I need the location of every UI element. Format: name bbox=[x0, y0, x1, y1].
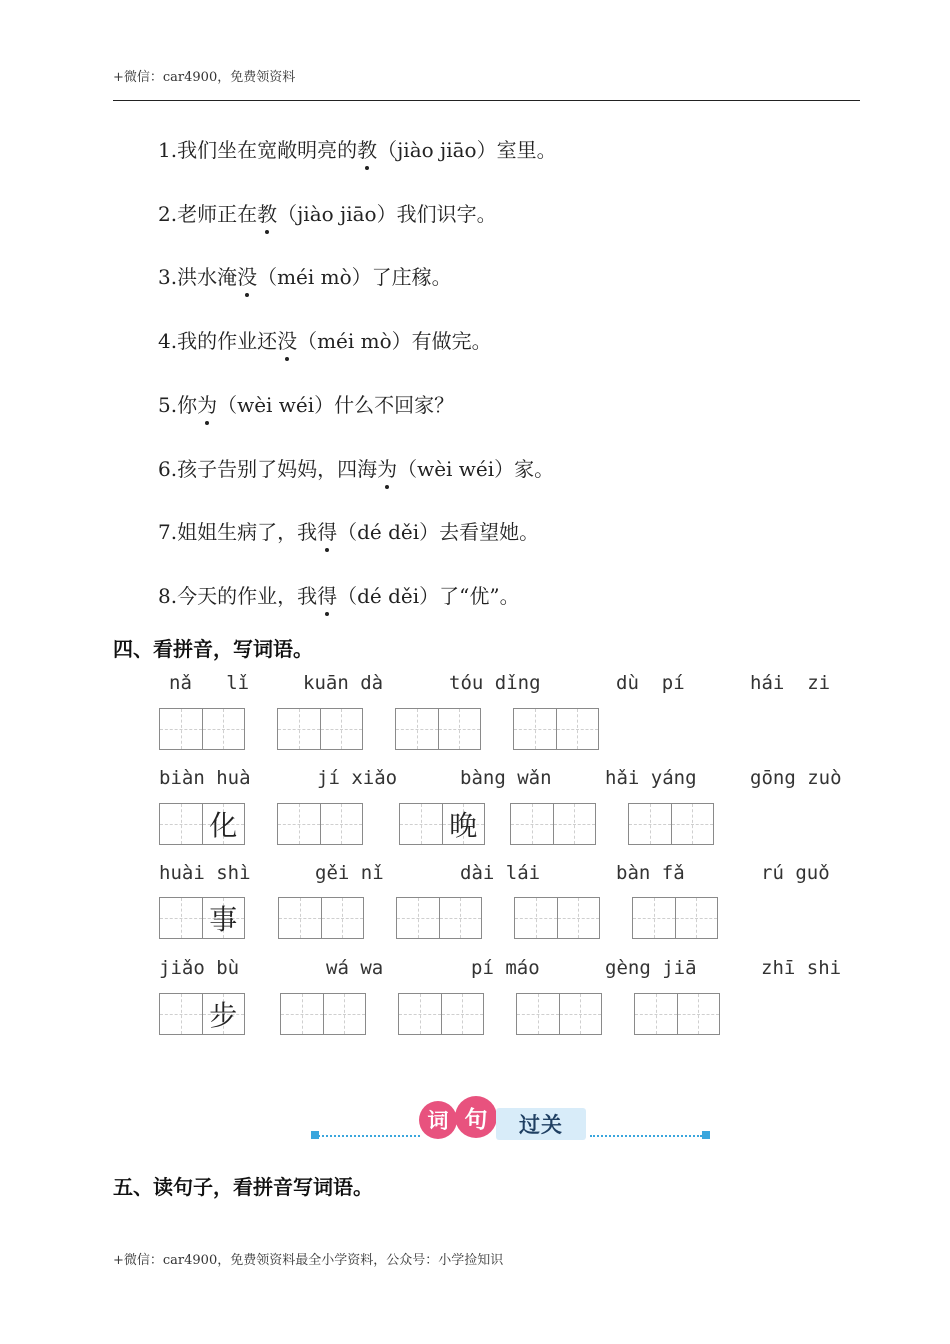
tianzige-cell[interactable] bbox=[635, 994, 677, 1034]
tianzige-box[interactable] bbox=[277, 708, 363, 750]
sentence-text-before: 孩子告别了妈妈，四海 bbox=[177, 457, 378, 481]
tianzige-cell[interactable] bbox=[160, 709, 202, 749]
sentence-text-before: 你 bbox=[177, 393, 198, 417]
pinyin-prompt: kuān dà bbox=[303, 672, 384, 694]
dotted-polyphone-char: 没 bbox=[277, 325, 297, 354]
tianzige-box[interactable] bbox=[628, 803, 714, 845]
pinyin-prompt: dài lái bbox=[460, 862, 541, 884]
tianzige-cell[interactable] bbox=[439, 898, 482, 938]
header-note: +微信：car4900，免费领资料 bbox=[113, 70, 296, 85]
tianzige-box[interactable] bbox=[510, 803, 596, 845]
pinyin-prompt: gèng jiā bbox=[605, 957, 697, 979]
tianzige-box[interactable] bbox=[159, 897, 245, 939]
sentence-pinyin-options: （wèi wéi）家。 bbox=[397, 457, 555, 481]
tianzige-cell[interactable] bbox=[400, 804, 442, 844]
tianzige-box[interactable] bbox=[278, 897, 364, 939]
sentence-text-before: 今天的作业，我 bbox=[177, 584, 318, 608]
tianzige-cell[interactable] bbox=[323, 994, 366, 1034]
tianzige-cell[interactable] bbox=[396, 709, 438, 749]
sentence-pinyin-options: （dé děi）了“优”。 bbox=[337, 584, 520, 608]
sentence-number: 1. bbox=[158, 138, 178, 162]
banner-right-end-mark bbox=[702, 1131, 710, 1139]
tianzige-cell[interactable] bbox=[633, 898, 675, 938]
section-5-title: 五、读句子，看拼音写词语。 bbox=[113, 1175, 373, 1199]
tianzige-cell[interactable] bbox=[511, 804, 553, 844]
banner-circle-ju: 句 bbox=[455, 1096, 497, 1138]
sentence-text-before: 洪水淹 bbox=[177, 265, 238, 289]
tianzige-cell[interactable] bbox=[202, 804, 245, 844]
banner-label: 过关 bbox=[496, 1108, 586, 1140]
footer-note: +微信：car4900，免费领资料最全小学资料，公众号：小学捡知识 bbox=[113, 1253, 504, 1268]
pinyin-prompt: jí xiǎo bbox=[317, 767, 398, 789]
pinyin-prompt: rú guǒ bbox=[761, 862, 830, 884]
tianzige-cell[interactable] bbox=[675, 898, 718, 938]
tianzige-cell[interactable] bbox=[278, 709, 320, 749]
tianzige-cell[interactable] bbox=[202, 709, 245, 749]
tianzige-box[interactable] bbox=[399, 803, 485, 845]
tianzige-box[interactable] bbox=[516, 993, 602, 1035]
tianzige-cell[interactable] bbox=[160, 994, 202, 1034]
sentence-text-before: 姐姐生病了，我 bbox=[177, 520, 318, 544]
pinyin-prompt: dù pí bbox=[616, 672, 685, 694]
sentence-item bbox=[158, 134, 557, 163]
sentence-item bbox=[158, 453, 554, 482]
tianzige-box[interactable] bbox=[395, 708, 481, 750]
sentence-number: 6. bbox=[158, 457, 178, 481]
banner-circle-ci: 词 bbox=[419, 1101, 457, 1139]
tianzige-box[interactable] bbox=[634, 993, 720, 1035]
tianzige-cell[interactable] bbox=[514, 709, 556, 749]
sentence-pinyin-options: （méi mò）有做完。 bbox=[297, 329, 492, 353]
tianzige-cell[interactable] bbox=[160, 898, 202, 938]
tianzige-cell[interactable] bbox=[160, 804, 202, 844]
tianzige-cell[interactable] bbox=[202, 898, 245, 938]
tianzige-cell[interactable] bbox=[320, 709, 363, 749]
dotted-polyphone-char: 为 bbox=[377, 453, 397, 482]
tianzige-cell[interactable] bbox=[559, 994, 602, 1034]
sentence-item bbox=[158, 580, 520, 609]
tianzige-box[interactable] bbox=[159, 803, 245, 845]
tianzige-box[interactable] bbox=[513, 708, 599, 750]
tianzige-cell[interactable] bbox=[397, 898, 439, 938]
dotted-polyphone-char: 得 bbox=[317, 516, 337, 545]
pinyin-prompt: nǎ lǐ bbox=[169, 672, 250, 694]
pinyin-prompt: jiǎo bù bbox=[159, 957, 240, 979]
dotted-polyphone-char: 教 bbox=[257, 198, 277, 227]
tianzige-cell[interactable] bbox=[438, 709, 481, 749]
sentence-pinyin-options: （wèi wéi）什么不回家？ bbox=[217, 393, 455, 417]
tianzige-cell[interactable] bbox=[279, 898, 321, 938]
pinyin-prompt: tóu dǐng bbox=[449, 672, 541, 694]
pinyin-prompt: zhī shi bbox=[761, 957, 842, 979]
tianzige-cell[interactable] bbox=[515, 898, 557, 938]
given-character: 事 bbox=[209, 903, 238, 936]
tianzige-cell[interactable] bbox=[556, 709, 599, 749]
sentence-item bbox=[158, 516, 539, 545]
sentence-text-before: 我的作业还 bbox=[177, 329, 278, 353]
tianzige-cell[interactable] bbox=[202, 994, 245, 1034]
tianzige-cell[interactable] bbox=[553, 804, 596, 844]
given-character: 步 bbox=[209, 999, 238, 1032]
given-character: 化 bbox=[209, 809, 238, 842]
tianzige-cell[interactable] bbox=[517, 994, 559, 1034]
section-4-title: 四、看拼音，写词语。 bbox=[113, 637, 313, 661]
header-divider bbox=[113, 100, 860, 101]
pinyin-prompt: pí máo bbox=[471, 957, 540, 979]
tianzige-cell[interactable] bbox=[441, 994, 484, 1034]
pinyin-prompt: wá wa bbox=[326, 957, 384, 979]
tianzige-cell[interactable] bbox=[677, 994, 720, 1034]
given-character: 晚 bbox=[449, 809, 478, 842]
banner-right-dotted-line bbox=[590, 1135, 702, 1137]
sentence-pinyin-options: （dé děi）去看望她。 bbox=[337, 520, 540, 544]
sentence-pinyin-options: （méi mò）了庄稼。 bbox=[257, 265, 452, 289]
sentence-number: 5. bbox=[158, 393, 178, 417]
sentence-number: 7. bbox=[158, 520, 178, 544]
tianzige-cell[interactable] bbox=[320, 804, 363, 844]
dotted-polyphone-char: 教 bbox=[357, 134, 377, 163]
tianzige-cell[interactable] bbox=[671, 804, 714, 844]
tianzige-cell[interactable] bbox=[442, 804, 485, 844]
tianzige-box[interactable] bbox=[514, 897, 600, 939]
sentence-number: 2. bbox=[158, 202, 178, 226]
tianzige-cell[interactable] bbox=[281, 994, 323, 1034]
pinyin-prompt: gěi nǐ bbox=[315, 862, 384, 884]
sentence-pinyin-options: （jiào jiāo）我们识字。 bbox=[277, 202, 497, 226]
sentence-item bbox=[158, 261, 452, 290]
tianzige-cell[interactable] bbox=[399, 994, 441, 1034]
tianzige-cell[interactable] bbox=[278, 804, 320, 844]
sentence-item bbox=[158, 389, 454, 418]
tianzige-cell[interactable] bbox=[321, 898, 364, 938]
pinyin-prompt: hǎi yáng bbox=[605, 767, 697, 789]
pinyin-prompt: bàng wǎn bbox=[460, 767, 552, 789]
sentence-text-before: 老师正在 bbox=[177, 202, 258, 226]
pinyin-prompt: hái zi bbox=[750, 672, 831, 694]
tianzige-cell[interactable] bbox=[557, 898, 600, 938]
pinyin-prompt: gōng zuò bbox=[750, 767, 842, 789]
pinyin-prompt: biàn huà bbox=[159, 767, 251, 789]
sentence-pinyin-options: （jiào jiāo）室里。 bbox=[377, 138, 557, 162]
tianzige-cell[interactable] bbox=[629, 804, 671, 844]
tianzige-box[interactable] bbox=[159, 708, 245, 750]
tianzige-box[interactable] bbox=[632, 897, 718, 939]
dotted-polyphone-char: 没 bbox=[237, 261, 257, 290]
banner-left-dotted-line bbox=[318, 1135, 420, 1137]
dotted-polyphone-char: 得 bbox=[317, 580, 337, 609]
tianzige-box[interactable] bbox=[280, 993, 366, 1035]
pinyin-prompt: huài shì bbox=[159, 862, 251, 884]
tianzige-box[interactable] bbox=[159, 993, 245, 1035]
sentence-text-before: 我们坐在宽敞明亮的 bbox=[177, 138, 358, 162]
tianzige-box[interactable] bbox=[398, 993, 484, 1035]
pinyin-prompt: bàn fǎ bbox=[616, 862, 685, 884]
tianzige-box[interactable] bbox=[277, 803, 363, 845]
dotted-polyphone-char: 为 bbox=[197, 389, 217, 418]
sentence-number: 8. bbox=[158, 584, 178, 608]
sentence-number: 3. bbox=[158, 265, 178, 289]
sentence-number: 4. bbox=[158, 329, 178, 353]
tianzige-box[interactable] bbox=[396, 897, 482, 939]
sentence-item bbox=[158, 325, 492, 354]
sentence-item bbox=[158, 198, 497, 227]
